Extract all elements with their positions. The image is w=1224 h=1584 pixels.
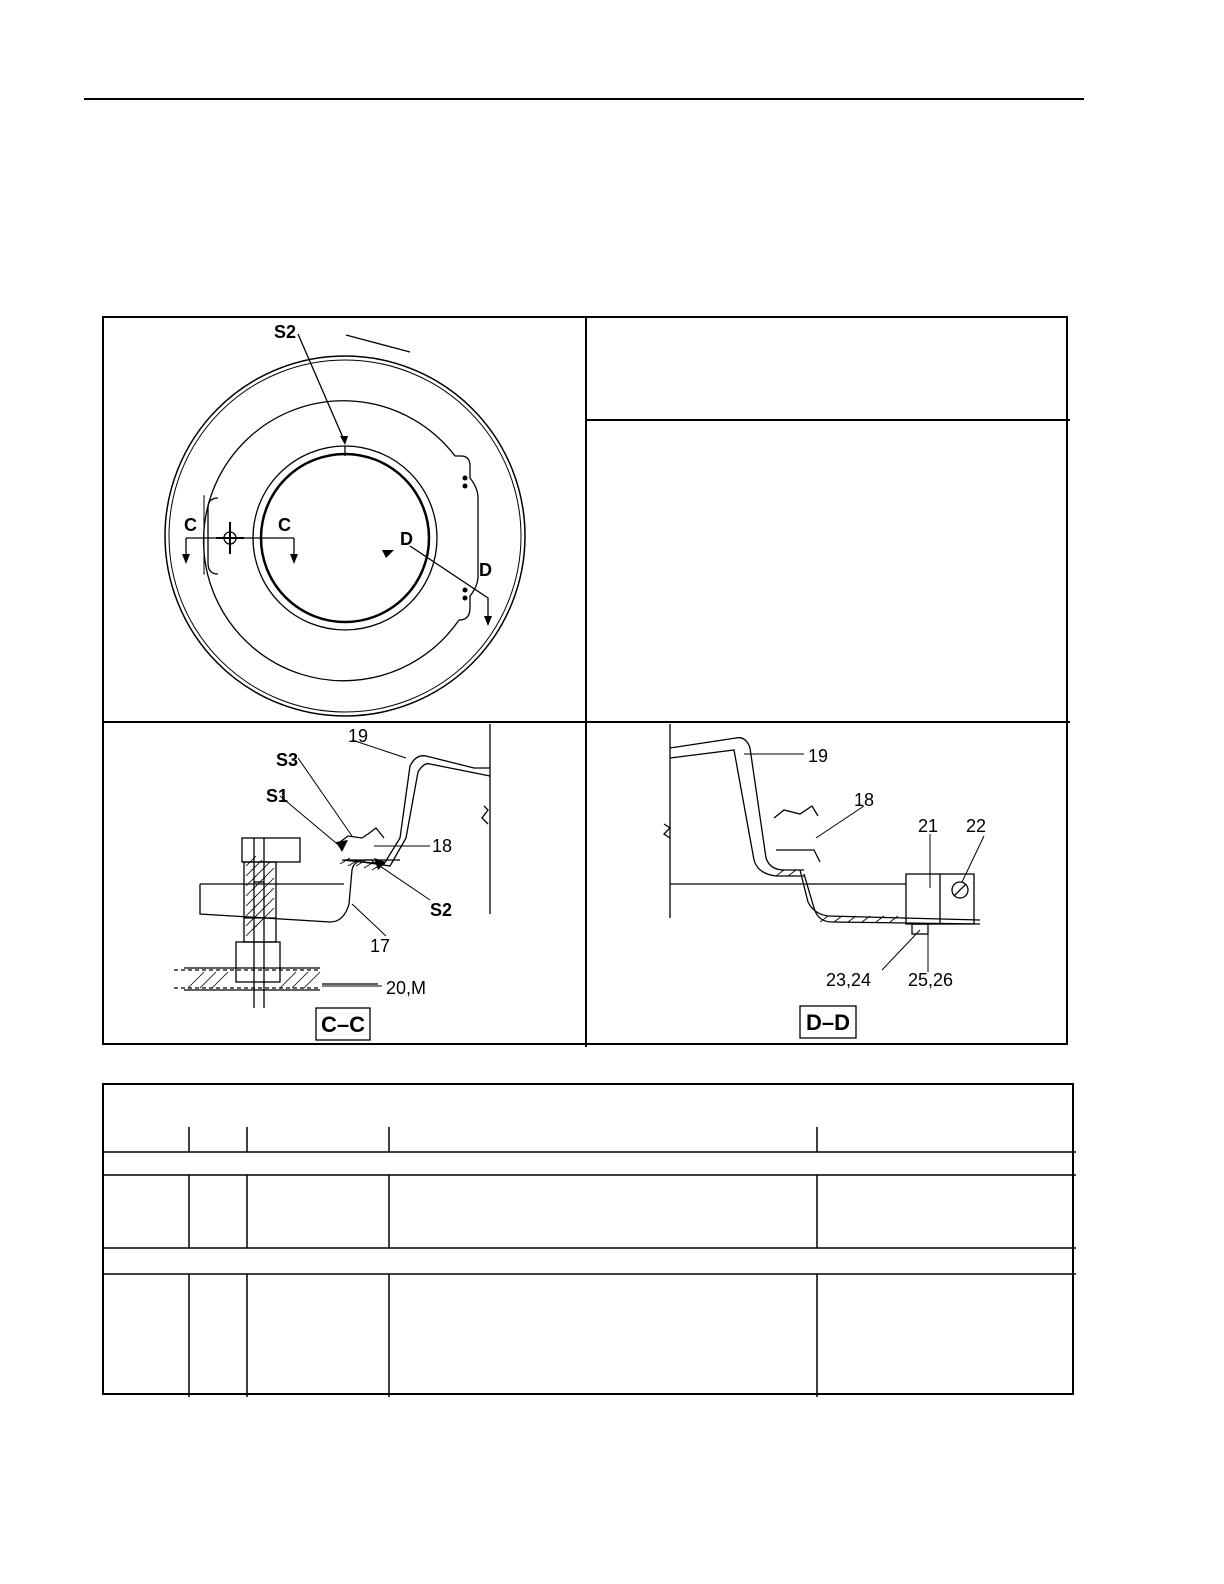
callout-cc-s3: S3 bbox=[276, 750, 299, 770]
callout-dd-22: 22 bbox=[966, 816, 987, 836]
label-d-inner: D bbox=[400, 529, 413, 549]
callout-dd-25-26: 25,26 bbox=[908, 970, 954, 990]
callout-dd-23-24: 23,24 bbox=[826, 970, 872, 990]
callout-cc-18: 18 bbox=[432, 836, 453, 856]
callout-cc-19: 19 bbox=[348, 726, 369, 746]
label-s2-top: S2 bbox=[274, 322, 297, 342]
label-c-left: C bbox=[184, 515, 197, 535]
figure-drawing bbox=[104, 318, 1070, 1047]
callout-cc-20m: 20,M bbox=[386, 978, 427, 998]
parts-table bbox=[102, 1083, 1074, 1395]
callout-cc-s2: S2 bbox=[430, 900, 453, 920]
section-dd-leaders bbox=[744, 754, 987, 972]
section-cc-title: C–C bbox=[320, 1012, 366, 1037]
figure-panel bbox=[102, 316, 1068, 1045]
callout-cc-s1: S1 bbox=[266, 786, 289, 806]
label-d-outer: D bbox=[479, 560, 492, 580]
section-dd-title: D–D bbox=[805, 1010, 851, 1035]
callout-cc-17: 17 bbox=[370, 936, 391, 956]
section-dd-hatch bbox=[776, 870, 898, 922]
header-rule bbox=[84, 98, 1084, 100]
top-view bbox=[165, 334, 525, 716]
section-cc-arrowheads bbox=[336, 840, 386, 870]
parts-table-grid bbox=[104, 1085, 1076, 1397]
label-c-right: C bbox=[278, 515, 291, 535]
callout-dd-21: 21 bbox=[918, 816, 939, 836]
top-view-arrows bbox=[182, 436, 492, 626]
callout-dd-19: 19 bbox=[808, 746, 829, 766]
callout-dd-18: 18 bbox=[854, 790, 875, 810]
